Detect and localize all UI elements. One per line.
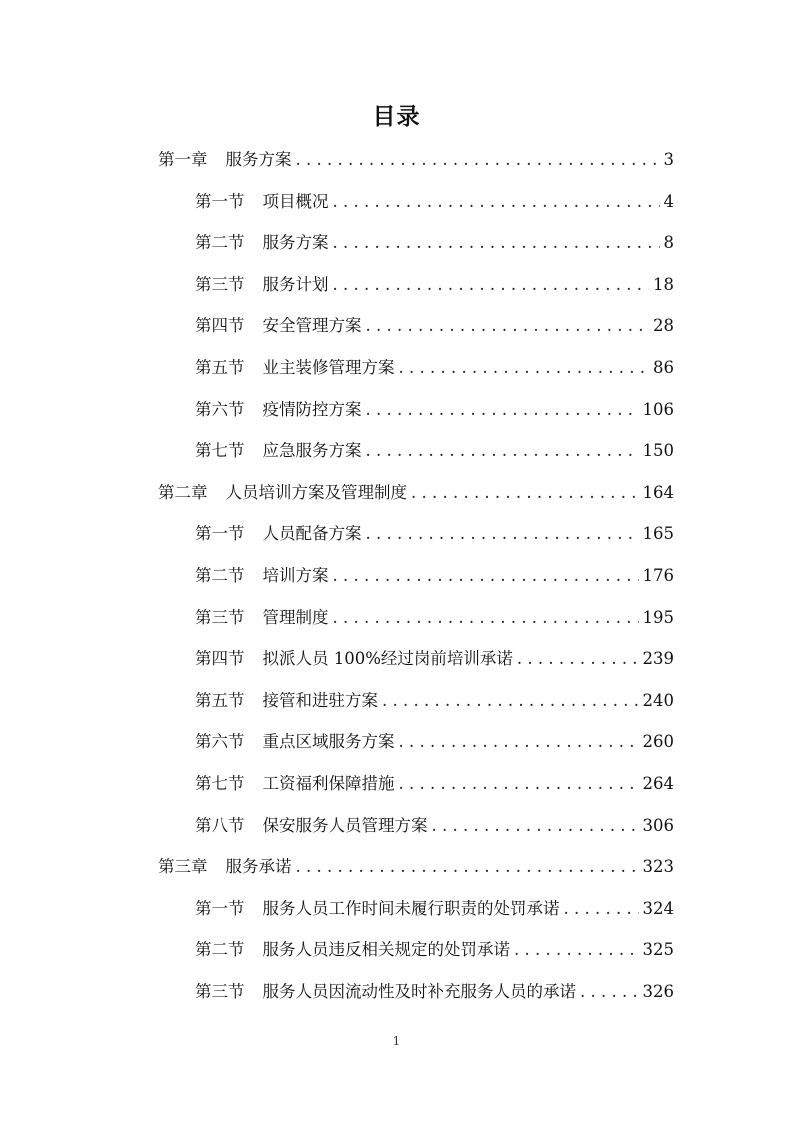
toc-dot-leader <box>564 899 639 918</box>
toc-entry-title: 服务计划 <box>262 274 329 294</box>
toc-entry-title: 保安服务人员管理方案 <box>262 815 428 835</box>
toc-dot-leader <box>411 483 639 502</box>
toc-dot-leader <box>366 524 639 543</box>
toc-dot-leader <box>296 857 639 876</box>
toc-dot-leader <box>399 774 639 793</box>
toc-section-entry[interactable] <box>195 687 674 715</box>
toc-page-number: 86 <box>653 358 674 377</box>
toc-entry-title: 服务人员因流动性及时补充服务人员的承诺 <box>262 982 576 1001</box>
toc-page-number: 106 <box>642 399 674 419</box>
toc-section-entry[interactable] <box>195 978 674 1006</box>
toc-page-number: 323 <box>642 857 674 877</box>
page-number: 1 <box>392 1034 401 1048</box>
toc-section-entry[interactable] <box>195 354 674 382</box>
toc-page-number: 165 <box>642 524 674 544</box>
toc-section-entry[interactable] <box>195 271 674 299</box>
toc-page-number: 18 <box>653 274 674 294</box>
toc-entry-title: 服务方案 <box>262 233 329 253</box>
toc-entry-title: 疫情防控方案 <box>262 399 362 419</box>
toc-entry-title: 安全管理方案 <box>262 316 362 336</box>
toc-dot-leader <box>432 816 639 835</box>
toc-page-number: 176 <box>642 566 674 585</box>
toc-entry-label: 第五节 <box>195 358 245 377</box>
toc-entry-title: 应急服务方案 <box>262 441 362 461</box>
toc-entry-title: 工资福利保障措施 <box>262 774 395 793</box>
toc-entry-label: 第三节 <box>195 607 245 627</box>
toc-section-entry[interactable] <box>195 812 674 840</box>
toc-entry-label: 第二节 <box>195 233 245 253</box>
toc-entry-label: 第一节 <box>195 191 245 211</box>
toc-section-entry[interactable] <box>195 604 674 632</box>
toc-section-entry[interactable] <box>195 895 674 923</box>
toc-dot-leader <box>333 608 639 627</box>
toc-dot-leader <box>399 358 650 377</box>
toc-dot-leader <box>333 192 660 211</box>
toc-entry-label: 第八节 <box>195 815 245 835</box>
toc-entry-title: 业主装修管理方案 <box>262 358 395 377</box>
toc-page-number: 325 <box>642 940 674 960</box>
toc-page-number: 240 <box>642 690 674 710</box>
toc-dot-leader <box>514 940 639 959</box>
toc-dot-leader <box>580 982 639 1001</box>
toc-page-number: 264 <box>642 774 674 793</box>
toc-entry-title: 重点区域服务方案 <box>262 732 395 752</box>
toc-section-entry[interactable] <box>195 936 674 964</box>
toc-entry-label: 第二节 <box>195 940 245 960</box>
toc-entry-label: 第四节 <box>195 649 245 669</box>
toc-dot-leader <box>366 400 639 419</box>
toc-dot-leader <box>517 649 639 668</box>
toc-dot-leader <box>333 233 660 252</box>
toc-entry-label: 第一节 <box>195 898 245 918</box>
toc-page-number: 195 <box>642 607 674 627</box>
toc-dot-leader <box>399 732 639 751</box>
toc-entry-title: 服务承诺 <box>225 857 292 877</box>
toc-entry-title: 服务方案 <box>225 150 292 169</box>
toc-section-entry[interactable] <box>195 188 674 216</box>
toc-section-entry[interactable] <box>195 728 674 756</box>
toc-entry-title: 管理制度 <box>262 607 329 627</box>
toc-title: 目录 <box>372 103 421 130</box>
toc-entry-label: 第二节 <box>195 566 245 585</box>
toc-entry-title: 服务人员违反相关规定的处罚承诺 <box>262 940 510 960</box>
toc-dot-leader <box>296 150 660 169</box>
toc-dot-leader <box>333 566 639 585</box>
toc-page-number: 4 <box>663 191 674 211</box>
toc-entry-title: 接管和进驻方案 <box>262 690 378 710</box>
toc-entry-title: 人员配备方案 <box>262 524 362 544</box>
toc-page-number: 164 <box>642 482 674 502</box>
toc-entry-title: 服务人员工作时间未履行职责的处罚承诺 <box>262 898 560 918</box>
toc-page-number: 326 <box>642 982 674 1001</box>
toc-entry-label: 第三节 <box>195 274 245 294</box>
toc-page-number: 260 <box>642 732 674 752</box>
toc-entry-title: 培训方案 <box>262 566 329 585</box>
toc-entry-label: 第六节 <box>195 732 245 752</box>
toc-entry-label: 第六节 <box>195 399 245 419</box>
toc-page-number: 150 <box>642 441 674 461</box>
toc-entry-label: 第五节 <box>195 690 245 710</box>
toc-section-entry[interactable] <box>195 770 674 798</box>
toc-page-number: 306 <box>642 815 674 835</box>
toc-dot-leader <box>366 316 650 335</box>
toc-entry-label: 第四节 <box>195 316 245 336</box>
toc-section-entry[interactable] <box>195 437 674 465</box>
toc-section-entry[interactable] <box>195 645 674 673</box>
toc-chapter-entry[interactable] <box>158 479 674 507</box>
toc-entry-label: 第一节 <box>195 524 245 544</box>
toc-page-number: 28 <box>653 316 674 336</box>
toc-page-number: 324 <box>642 898 674 918</box>
toc-entry-label: 第二章 <box>158 482 208 502</box>
toc-entry-title: 项目概况 <box>262 191 329 211</box>
toc-chapter-entry[interactable] <box>158 853 674 881</box>
toc-entry-label: 第七节 <box>195 774 245 793</box>
toc-entry-label: 第七节 <box>195 441 245 461</box>
toc-page-number: 8 <box>663 233 674 253</box>
toc-entry-label: 第三节 <box>195 982 245 1001</box>
toc-dot-leader <box>333 275 650 294</box>
toc-entry-title: 拟派人员 100%经过岗前培训承诺 <box>262 649 513 669</box>
toc-dot-leader <box>366 441 639 460</box>
toc-section-entry[interactable] <box>195 229 674 257</box>
toc-dot-leader <box>382 691 639 710</box>
toc-chapter-entry[interactable] <box>158 146 674 174</box>
toc-page-number: 239 <box>642 649 674 669</box>
toc-entry-label: 第一章 <box>158 150 208 169</box>
toc-section-entry[interactable] <box>195 312 674 340</box>
toc-page-number: 3 <box>663 150 674 169</box>
toc-section-entry[interactable] <box>195 562 674 590</box>
toc-entry-title: 人员培训方案及管理制度 <box>225 482 407 502</box>
toc-section-entry[interactable] <box>195 396 674 424</box>
toc-entry-label: 第三章 <box>158 857 208 877</box>
toc-section-entry[interactable] <box>195 520 674 548</box>
